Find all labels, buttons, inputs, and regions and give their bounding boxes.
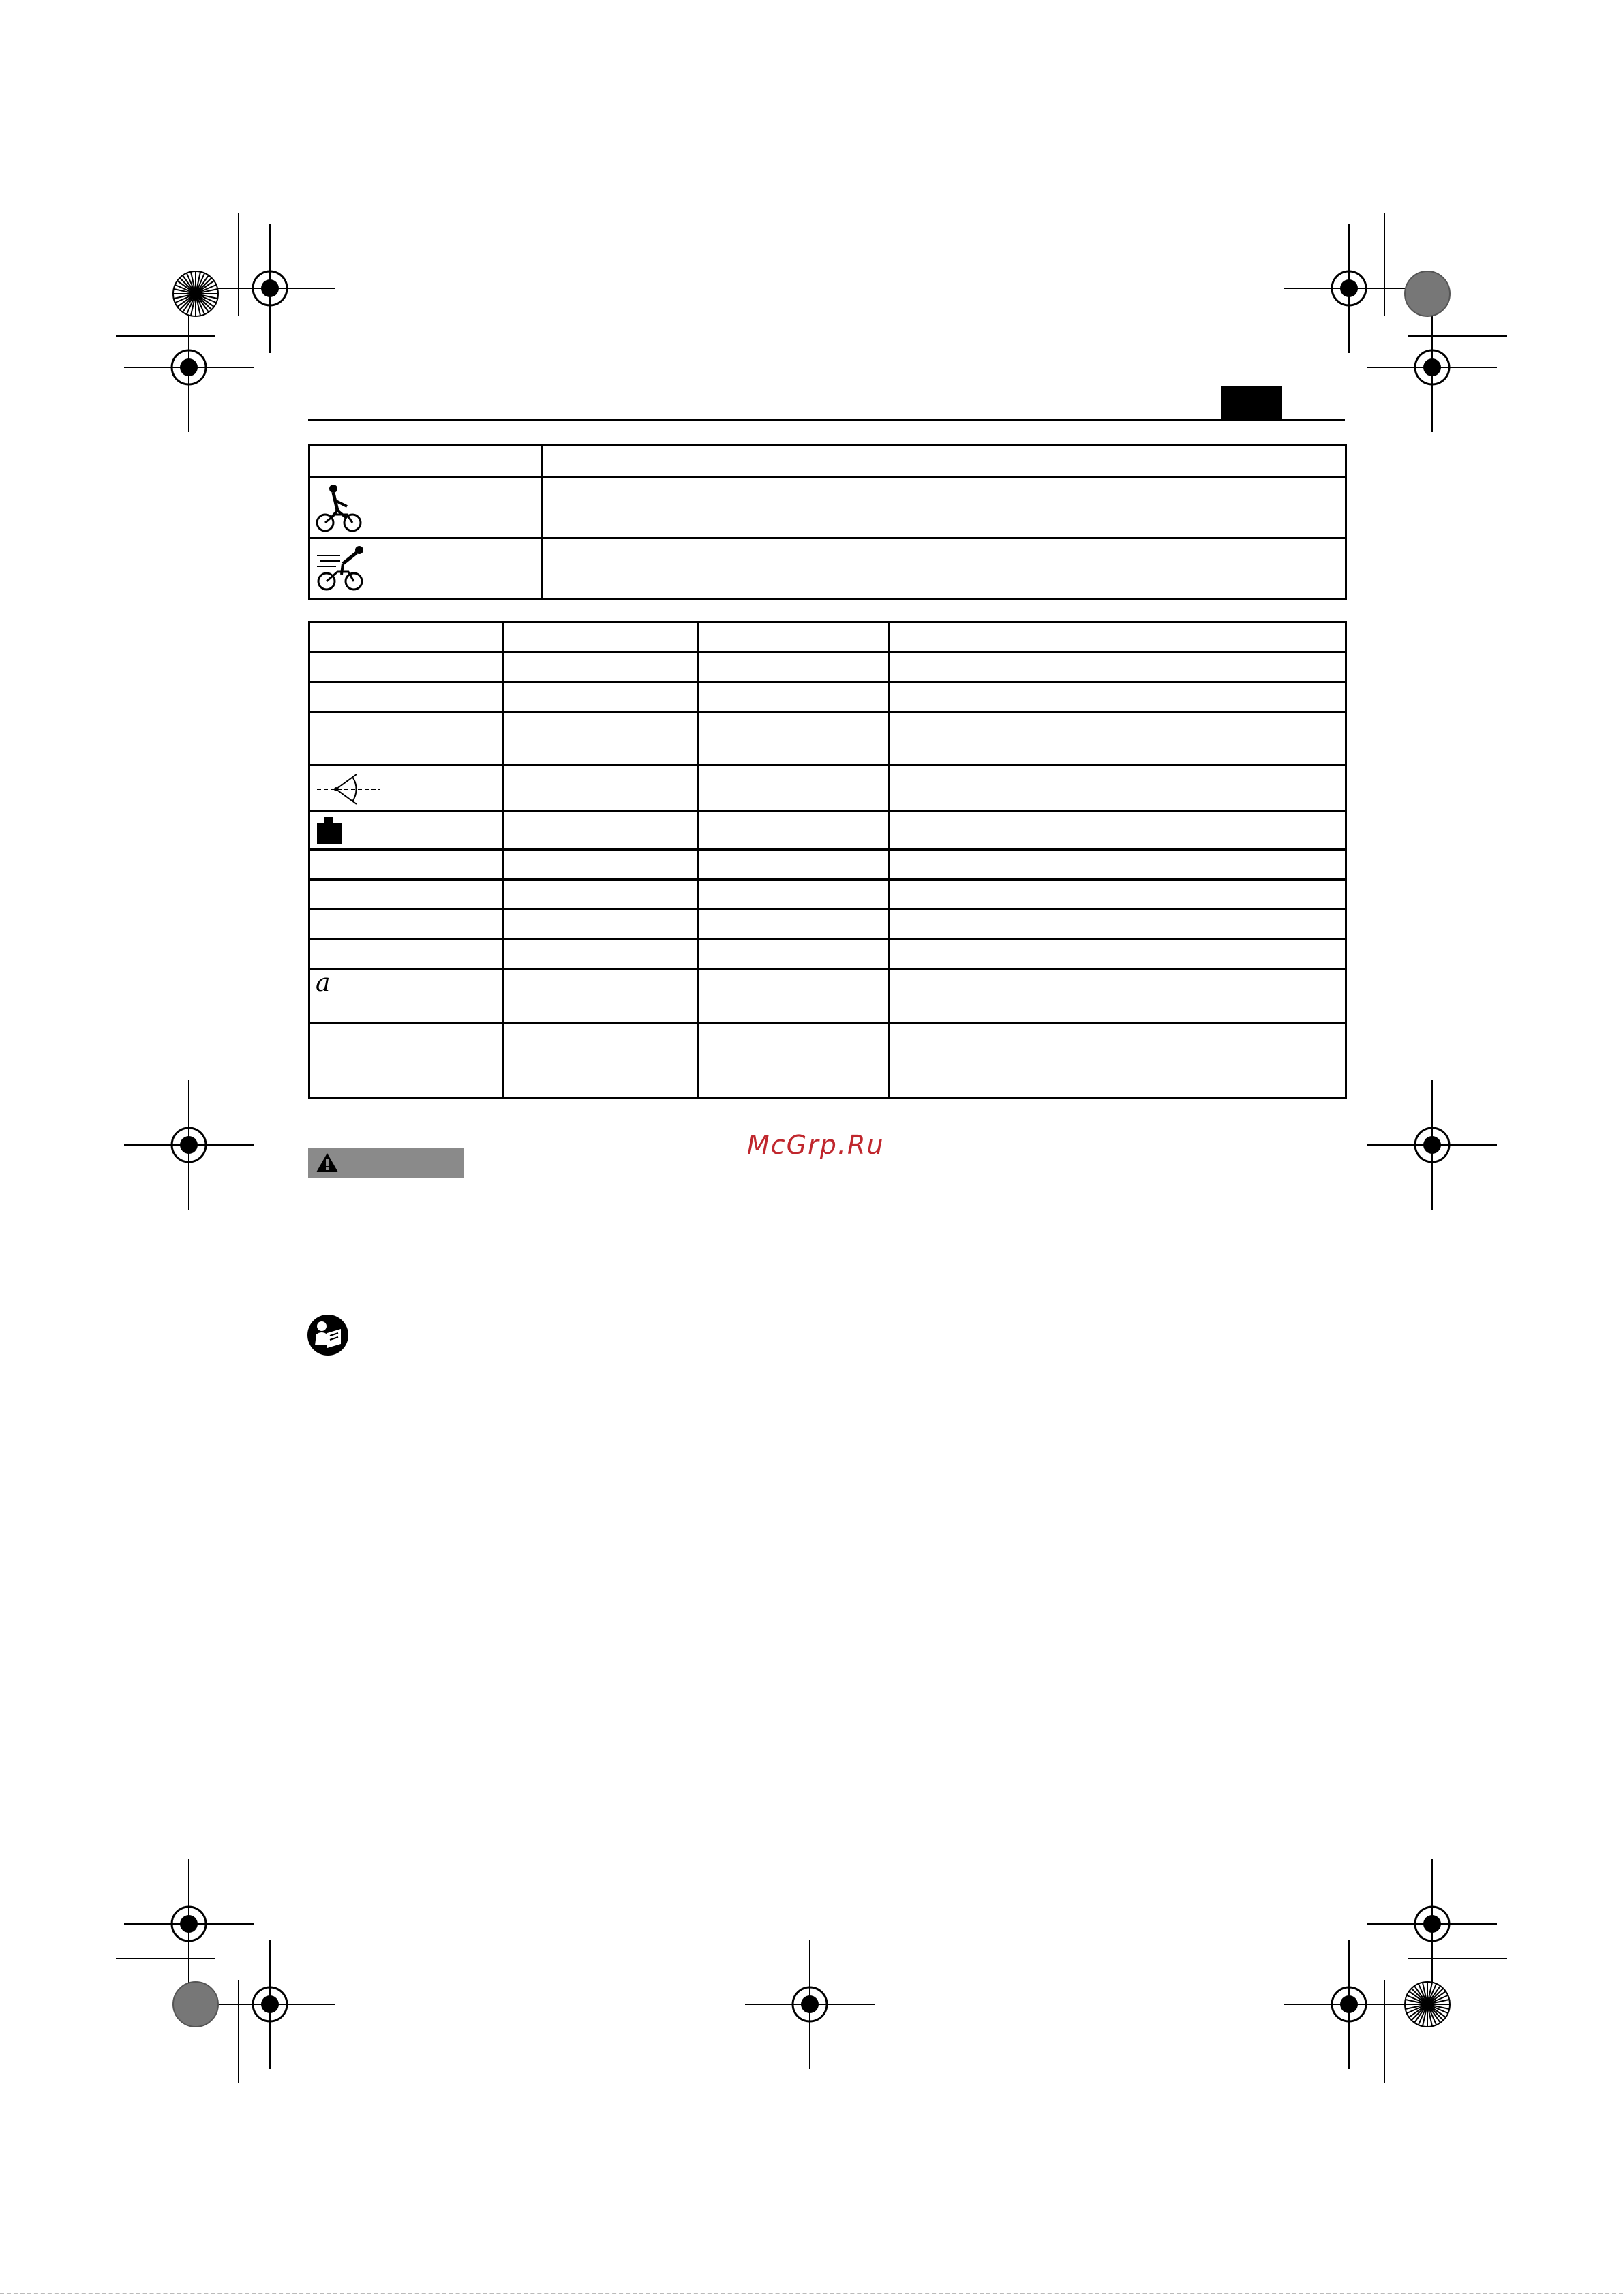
spec-cell xyxy=(889,910,1346,940)
spec-row xyxy=(309,940,1346,970)
spec-table xyxy=(308,621,1347,1099)
spec-cell xyxy=(309,682,504,712)
cyclist-riding-icon xyxy=(316,483,363,534)
spec-header-cell xyxy=(698,622,889,652)
spec-cell xyxy=(889,970,1346,1023)
spec-cell xyxy=(889,712,1346,765)
spec-cell xyxy=(504,910,698,940)
spec-cell xyxy=(698,970,889,1023)
symbol-table-header xyxy=(309,445,1346,477)
spec-cell xyxy=(889,880,1346,910)
symbol-header-cell xyxy=(309,445,542,477)
acceleration-icon: a xyxy=(316,969,331,997)
watermark: McGrp.Ru xyxy=(747,1130,885,1160)
spec-cell xyxy=(698,940,889,970)
spec-header-cell xyxy=(309,622,504,652)
spec-row xyxy=(309,811,1346,850)
spec-icon-cell xyxy=(309,811,504,850)
spec-cell xyxy=(698,682,889,712)
spec-cell xyxy=(504,811,698,850)
spec-cell xyxy=(309,940,504,970)
spec-cell xyxy=(504,970,698,1023)
spec-cell xyxy=(889,652,1346,682)
warning-bar xyxy=(308,1148,464,1178)
symbol-table-row xyxy=(309,477,1346,538)
spec-cell xyxy=(889,1023,1346,1099)
spec-cell xyxy=(889,682,1346,712)
cyclist-fast-icon xyxy=(316,543,367,594)
spec-cell xyxy=(309,1023,504,1099)
spec-cell xyxy=(889,850,1346,880)
spec-row xyxy=(309,712,1346,765)
spec-cell xyxy=(309,712,504,765)
spec-cell xyxy=(504,1023,698,1099)
symbol-icon-cell xyxy=(309,538,542,600)
spec-row xyxy=(309,910,1346,940)
spec-row xyxy=(309,850,1346,880)
spec-cell xyxy=(698,910,889,940)
spec-cell xyxy=(698,1023,889,1099)
spec-cell xyxy=(698,652,889,682)
symbol-table xyxy=(308,444,1347,600)
spec-cell xyxy=(698,850,889,880)
symbol-description-cell xyxy=(542,538,1346,600)
spec-table-header xyxy=(309,622,1346,652)
spec-cell xyxy=(889,811,1346,850)
spec-cell xyxy=(504,652,698,682)
spec-cell xyxy=(504,712,698,765)
weight-icon xyxy=(316,816,343,846)
symbol-icon-cell xyxy=(309,477,542,538)
spec-row xyxy=(309,765,1346,811)
read-manual-icon xyxy=(307,1314,349,1356)
spec-row xyxy=(309,880,1346,910)
spec-cell xyxy=(309,652,504,682)
symbol-header-cell xyxy=(542,445,1346,477)
spec-row xyxy=(309,1023,1346,1099)
spec-header-cell xyxy=(504,622,698,652)
spec-cell xyxy=(309,910,504,940)
spec-cell xyxy=(889,940,1346,970)
spec-cell xyxy=(698,811,889,850)
spec-cell xyxy=(698,880,889,910)
symbol-description-cell xyxy=(542,477,1346,538)
spec-cell xyxy=(698,712,889,765)
spec-cell xyxy=(504,765,698,811)
spec-row xyxy=(309,652,1346,682)
spec-cell xyxy=(698,765,889,811)
spec-cell xyxy=(504,682,698,712)
symbol-table-row xyxy=(309,538,1346,600)
spec-cell xyxy=(309,850,504,880)
spec-cell xyxy=(309,880,504,910)
spec-header-cell xyxy=(889,622,1346,652)
spec-cell xyxy=(889,765,1346,811)
spec-icon-cell xyxy=(309,970,504,1023)
header-rule xyxy=(308,419,1345,421)
page-edge-dashes xyxy=(0,2293,1623,2294)
read-manual-icon-wrap xyxy=(307,1314,349,1359)
spec-row xyxy=(309,682,1346,712)
spec-cell xyxy=(504,940,698,970)
warning-triangle-icon xyxy=(315,1152,339,1174)
language-tab xyxy=(1221,386,1282,420)
angle-icon xyxy=(316,769,381,807)
spec-icon-cell xyxy=(309,765,504,811)
spec-cell xyxy=(504,880,698,910)
spec-cell xyxy=(504,850,698,880)
spec-row xyxy=(309,970,1346,1023)
